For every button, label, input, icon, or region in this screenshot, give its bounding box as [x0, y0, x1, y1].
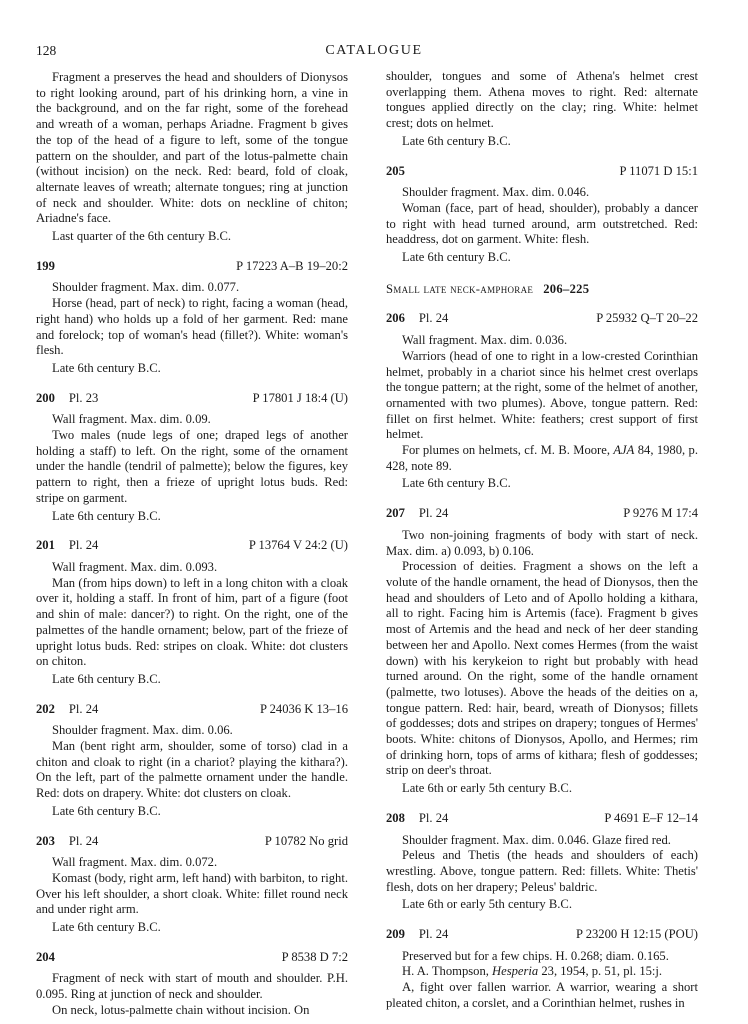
- entry-description: On neck, lotus-palmette chain without incision. On: [52, 1002, 310, 1017]
- entry-number: 199: [36, 258, 55, 273]
- entry-date: Late 6th century B.C.: [52, 671, 161, 686]
- plate-reference: Pl. 24: [418, 506, 449, 521]
- entry-199-header: [36, 259, 348, 275]
- entry-number: 203: [36, 833, 55, 848]
- inventory-number: P 9276 M 17:4: [623, 506, 698, 521]
- entry-description: Wall fragment. Max. dim. 0.09.: [52, 412, 211, 427]
- left-column: [36, 70, 348, 1019]
- page-number: 128: [36, 43, 57, 58]
- inventory-number: P 13764 V 24:2 (U): [248, 538, 348, 553]
- entry-description: Shoulder fragment. Max. dim. 0.077.: [52, 280, 240, 295]
- entry-reference: For plumes on helmets, cf. M. B. Moore, AJA 84, 1980, p. 428, note 89.: [386, 443, 698, 473]
- entry-200-header: [36, 391, 348, 407]
- entry-description: Procession of deities. Fragment a shows on the left a volute of the handle ornament, the head of Dionysos, then the head and shoulders of Leto and of Apollo holding a kithara, all to right. Facing him is Artemis (face). Fragment b gives most of Artemis and the head and neck of her deer standing between her and Apollo. Next comes Hermes (from the waist down) with his kerykeion to right but probably with head turned around. On the right, some of the handle ornament (palmette, two lotuses). Above the heads of the deities on a, tongue pattern. Red: hair, beard, wreath of Dionysos; fillets of goddesses; dots and stripes on drapery; tongues of Hermes' boots. White: chitons of Dionysos, Apollo, and Hermes; rim of drinking horn, tops of arms of kithara; flesh of goddesses; strip on deer's throat.: [386, 559, 698, 778]
- entry-description: Shoulder fragment. Max. dim. 0.06.: [52, 723, 233, 738]
- right-column: [386, 69, 698, 1012]
- entry-reference: H. A. Thompson, Hesperia 23, 1954, p. 51, pl. 15:j.: [402, 964, 663, 979]
- entry-description: Fragment of neck with start of mouth and shoulder. P.H. 0.095. Ring at junction of neck and shoulder.: [36, 971, 348, 1002]
- plate-reference: Pl. 23: [68, 390, 99, 405]
- entry-date: Late 6th or early 5th century B.C.: [402, 781, 572, 796]
- entry-number: 205: [386, 163, 405, 178]
- entry-description: Two males (nude legs of one; draped legs of another holding a staff) to left. On the right, some of the ornament under the handle (tendril of palmette); below the figures, key pattern to right, then a frieze of upright lotus buds. Red: stripe on garment.: [36, 428, 348, 505]
- entry-date: Late 6th century B.C.: [52, 803, 161, 818]
- plate-reference: Pl. 24: [418, 810, 449, 825]
- inventory-number: P 10782 No grid: [264, 833, 348, 848]
- inventory-number: P 4691 E–F 12–14: [604, 810, 698, 825]
- inventory-number: P 23200 H 12:15 (POU): [576, 927, 698, 942]
- entry-description: Preserved but for a few chips. H. 0.268; diam. 0.165.: [402, 948, 669, 963]
- plate-reference: Pl. 24: [418, 311, 449, 326]
- journal-title: Hesperia: [492, 964, 539, 979]
- running-head: CATALOGUE: [325, 43, 423, 58]
- entry-number: 201: [36, 538, 55, 553]
- entry-203-header: [36, 834, 348, 850]
- entry-description: Warriors (head of one to right in a low-crested Corinthian helmet, probably in a chariot since his helmet crest overlaps the tongue pattern; at the right, some of the helmet of another, ornamented with two plumes). Above, tongue pattern. Red: fillet on first helmet. White: feathers; crest support of first helmet.: [386, 348, 698, 442]
- entry-number: 208: [386, 810, 405, 825]
- entry-description: Man (bent right arm, shoulder, some of torso) clad in a chiton and cloak to right (in a chariot? playing the kithara?). On the left, part of the palmette ornament under the handle. Red: dots on drapery. White: dot clusters on cloak.: [36, 739, 348, 801]
- section-title: Small late neck-amphorae: [386, 281, 534, 296]
- entry-date: Late 6th century B.C.: [402, 133, 511, 148]
- entry-number: 206: [386, 311, 405, 326]
- entry-number: 202: [36, 701, 55, 716]
- entry-208-header: [386, 811, 698, 827]
- entry-description: Komast (body, right arm, left hand) with barbiton, to right. Over his left shoulder, a short cloak. White: fillet round neck and under right arm.: [36, 870, 348, 917]
- entry-number: 204: [36, 949, 55, 964]
- plate-reference: Pl. 24: [68, 538, 99, 553]
- inventory-number: P 17223 A–B 19–20:2: [236, 258, 348, 273]
- plate-reference: Pl. 24: [418, 927, 449, 942]
- entry-description: Peleus and Thetis (the heads and shoulders of each) wrestling. Above, tongue pattern. Red: fillets. White: Thetis' flesh, dots on her drapery; Peleus' baldric.: [386, 848, 698, 894]
- inventory-number: P 11071 D 15:1: [619, 163, 698, 178]
- section-range: 206–225: [543, 281, 590, 296]
- entry-date: Late 6th century B.C.: [52, 508, 161, 523]
- inventory-number: P 25932 Q–T 20–22: [596, 311, 698, 326]
- entry-205-header: [386, 164, 698, 180]
- entry-description: A, fight over fallen warrior. A warrior, wearing a short pleated chiton, a corslet, and a Corinthian helmet, rushes in: [386, 980, 698, 1010]
- entry-209-header: [386, 927, 698, 943]
- intro-paragraph: Fragment a preserves the head and shoulders of Dionysos to right looking around, part of his drinking horn, a vine in the background, and on the far right, some of the forehead and wreath of a woman, perhaps Ariadne. Fragment b gives the top of the head of a figure to left, some of the tongue pattern on the shoulder, and part of the lotus-palmette chain (without incision) on the neck. Red: beard, fold of cloak, alternate leaves of wreath; alternate tongues; ring at junction of neck and shoulder. White: dots on neckline of chiton; Ariadne's face.: [36, 70, 348, 226]
- entry-date: Late 6th century B.C.: [52, 360, 161, 375]
- entry-date: Late 6th or early 5th century B.C.: [402, 897, 572, 912]
- entry-date: Late 6th century B.C.: [402, 250, 511, 265]
- entry-description: Horse (head, part of neck) to right, facing a woman (head, right hand) who holds up a fold of her garment. Red: mane and forelock; top of woman's head (fillet?). White: woman's flesh.: [36, 296, 348, 358]
- entry-date: Last quarter of the 6th century B.C.: [52, 229, 232, 244]
- inventory-number: P 24036 K 13–16: [259, 701, 348, 716]
- entry-date: Late 6th century B.C.: [402, 476, 511, 491]
- entry-201-header: [36, 538, 348, 554]
- entry-202-header: [36, 702, 348, 718]
- entry-description: Man (from hips down) to left in a long chiton with a cloak over it, holding a staff. In front of him, part of a figure (foot and shin of male: dancer?) to right. On the right, one of the palmettes of the handle ornament; below, part of the frieze of upright lotus buds. Red: stripes on cloak. White: dot clusters on chiton.: [36, 575, 348, 669]
- entry-description: Woman (face, part of head, shoulder), probably a dancer to right with head turned around, arm outstretched. Red: headdress, dot on garment. White: flesh.: [386, 200, 698, 247]
- inventory-number: P 17801 J 18:4 (U): [252, 390, 348, 405]
- section-heading: [386, 282, 698, 298]
- entry-number: 207: [386, 506, 405, 521]
- entry-description: Wall fragment. Max. dim. 0.093.: [52, 559, 218, 574]
- entry-date: Late 6th century B.C.: [52, 920, 161, 935]
- continued-paragraph: shoulder, tongues and some of Athena's helmet crest overlapping them. Athena moves to right. Red: alternate tongues applied directly on the clay; ring. White: helmet crest; dots on helmet.: [386, 69, 698, 131]
- entry-207-header: [386, 506, 698, 522]
- entry-description: Two non-joining fragments of body with start of neck. Max. dim. a) 0.093, b) 0.106.: [386, 527, 698, 558]
- plate-reference: Pl. 24: [68, 701, 99, 716]
- entry-description: Shoulder fragment. Max. dim. 0.046. Glaze fired red.: [402, 832, 671, 847]
- entry-description: Wall fragment. Max. dim. 0.072.: [52, 855, 218, 870]
- journal-title: AJA: [613, 443, 635, 458]
- entry-number: 200: [36, 390, 55, 405]
- entry-number: 209: [386, 927, 405, 942]
- inventory-number: P 8538 D 7:2: [281, 949, 348, 964]
- entry-206-header: [386, 311, 698, 327]
- plate-reference: Pl. 24: [68, 833, 99, 848]
- entry-description: Wall fragment. Max. dim. 0.036.: [402, 333, 568, 348]
- entry-204-header: [36, 950, 348, 966]
- entry-description: Shoulder fragment. Max. dim. 0.046.: [402, 185, 590, 200]
